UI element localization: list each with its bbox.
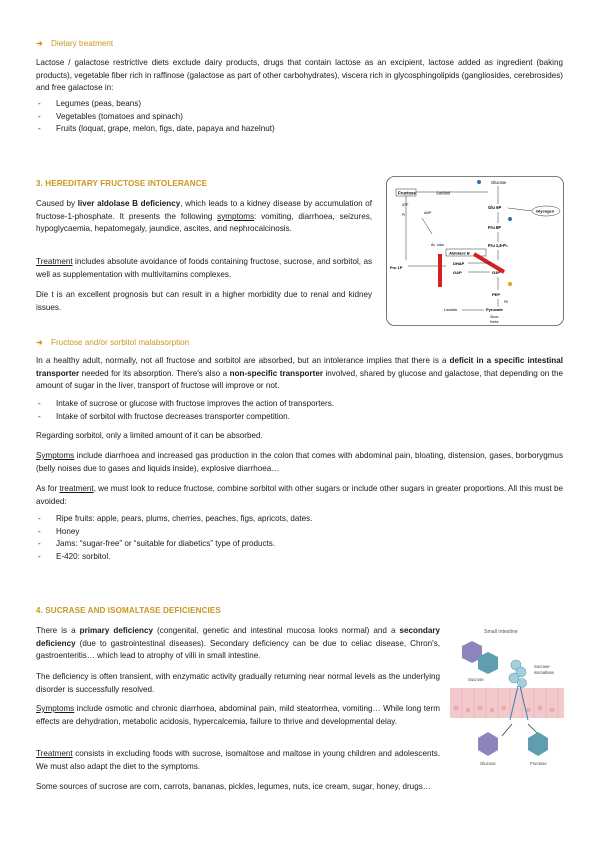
pyruvate-label: Pyruvate [486,307,503,312]
list-item: - Intake of sucrose or glucose with fructose improves the action of transporters. [36,398,563,411]
dietary-heading [36,38,113,51]
dietary-title: Dietary treatment [51,39,114,48]
enzyme-label-2: isomaltase [534,670,555,675]
hfi-prognosis-paragraph: Die t is an excellent prognosis but can result in a higher morbidity due to renal and kidney issues. [36,290,372,312]
glu6p-label: Glu 6P [488,205,502,210]
list-item: - Legumes (peas, beans) [36,98,563,111]
pep-label: PEP [492,292,501,297]
amp-label: AMP [424,211,432,215]
glucose-label: Glucose [480,761,496,766]
fru6p-label: Fru 6P [488,225,502,230]
malabsorption-heading [36,337,189,350]
list-item: - E-420: sorbitol. [36,551,563,564]
malabsorption-symptoms: Symptoms include diarrhoea and increased gas production in the colon that comes with abdominal pain, bloating, distension, gases, borborygmus (belly noises due to gases and liquids inside), explosive diarrhoea… [36,451,563,473]
hfi-treatment-paragraph: Treatment includes absolute avoidance of foods containing fructose, sucrose, and sorbitol, as well as supplementation with multivitamins complexes. [36,257,372,279]
glycogen-label: Glycogen [536,208,555,214]
dietary-paragraph: Lactose / galactose restrictive diets exclude dairy products, drugs that contain lactose as an excipient, lactose added as ingredient (baking products), vegetable fiber rich in raffinose (galactose as part of other carbohydrates), viscera rich in glycosphingolipids (gangliosides, cerebrosides) and free galactose in: [36,58,563,93]
aldolase-b-label: Aldolase B [449,250,470,256]
sucrose-label: Sucrose [468,677,484,682]
fru1p-label: Fru 1P [390,265,403,270]
section-3-title: 3. HEREDITARY FRUCTOSE INTOLERANCE [36,179,208,188]
sucrose-sources-paragraph: Some sources of sucrose are corn, carrots, bananas, pickles, legumes, nuts, ice cream, sugar, honey, drugs… [36,782,431,791]
uric-acid-label: Ác. úrico [431,243,445,247]
arrow-up-icon [477,180,481,184]
gap-label: GAP [453,270,462,275]
lactate-label: Lactato [444,307,458,312]
sucrase-transient-paragraph: The deficiency is often transient, with enzymatic activity gradually returning near normal levels as the underlying disorder is successfully resolved. [36,672,440,694]
mucosa-cells [450,688,564,718]
sorbitol-paragraph: Regarding sorbitol, only a limited amount of it can be absorbed. [36,431,263,440]
enzyme-label-1: Sucrase- [534,664,551,669]
atp-label: ATP [402,203,409,207]
dhap-label: DHAP [453,261,465,266]
fructose-metabolism-diagram [386,176,564,326]
malabsorption-treatment: As for treatment, we must look to reduce fructose, combine sorbitol with other sugars or include other sugars in greater proportions. All this must be avoided: [36,484,564,506]
g3p-label: G3P [492,270,501,275]
glucose-transfer-icon [508,217,512,221]
section-4-title: 4. SUCRASE AND ISOMALTASE DEFICIENCIES [36,606,221,615]
pi-label: Pi [402,213,406,217]
list-item: - Jams: “sugar-free” or “suitable for diabetics” type of products. [36,538,563,551]
arrow-icon: ➜ [36,338,43,347]
list-item: - Vegetables (tomatoes and spinach) [36,111,563,124]
list-item: - Ripe fruits: apple, pears, plums, cherries, peaches, figs, apricots, dates. [36,513,563,526]
small-intestine-figure [448,620,566,772]
fructose-label: Fructose [530,761,547,766]
fru16p2-label: Fru 1,6-P₂ [488,243,508,248]
list-item: - Honey [36,526,563,539]
hfi-cause-paragraph: Caused by liver aldolase B deficiency, which leads to a kidney disease by accumulation of fructose-1-phosphate. It presents the following symptoms: vomiting, diarrhoea, seizures, hypoglycaemia, hepatomegaly, jaundice, ascites, and nephrocalcinosis. [36,199,372,234]
list-item: - Fruits (loquat, grape, melon, figs, date, papaya and hazelnut) [36,123,563,136]
glucose-label: Glucose [491,180,507,185]
sucrase-treatment-paragraph: Treatment consists in excluding foods with sucrose, isomaltose and maltose in young children and adolescents. We must also adapt the diet to the symptoms. [36,749,440,771]
blocked-pathway-bar [438,254,442,287]
sucrase-deficiency-paragraph: There is a primary deficiency (congenital, genetic and intestinal mucosa looks normal) and a secondary deficiency (due to gastrointestinal diseases). Secondary deficiency can be due to celiac disease, Chron's, gastroenteritis… which lead to atrophy of villi in small intestine. [36,626,440,661]
sorbitol-label: Sorbitol [436,190,451,196]
avoid-list [36,513,563,563]
pk-label: PK [504,300,509,304]
gluco-label: Gluco- [490,315,500,319]
list-item: - Intake of sorbitol with fructose decreases transporter competition. [36,411,563,424]
atp-coin-icon [508,282,512,286]
transporter-list [36,398,563,423]
malabsorption-title: Fructose and/or sorbitol malabsorption [51,338,190,347]
dietary-list [36,98,563,136]
arrow-icon: ➜ [36,39,43,48]
malabsorption-intro: In a healthy adult, normally, not all fructose and sorbitol are absorbed, but an intolerance implies that there is a deficit in a specific intestinal transporter needed for its absorption. There's also a non-specific transporter involved, shared by glucose and galactose, that depending on the amount of sugar in the liver, transport of fructose will improve or not. [36,356,563,391]
fructose-label: Fructose [398,190,416,196]
sucrase-symptoms-paragraph: Symptoms include osmotic and chronic diarrhoea, abdominal pain, mild steatorrhea, vomiting… While long term effects are dehydration, metabolic acidosis, hypercalcemia, failure to thrive and developmental delay. [36,704,440,726]
small-intestine-title: Small intestine [484,629,518,635]
krebs-label: Krebs [490,320,499,324]
